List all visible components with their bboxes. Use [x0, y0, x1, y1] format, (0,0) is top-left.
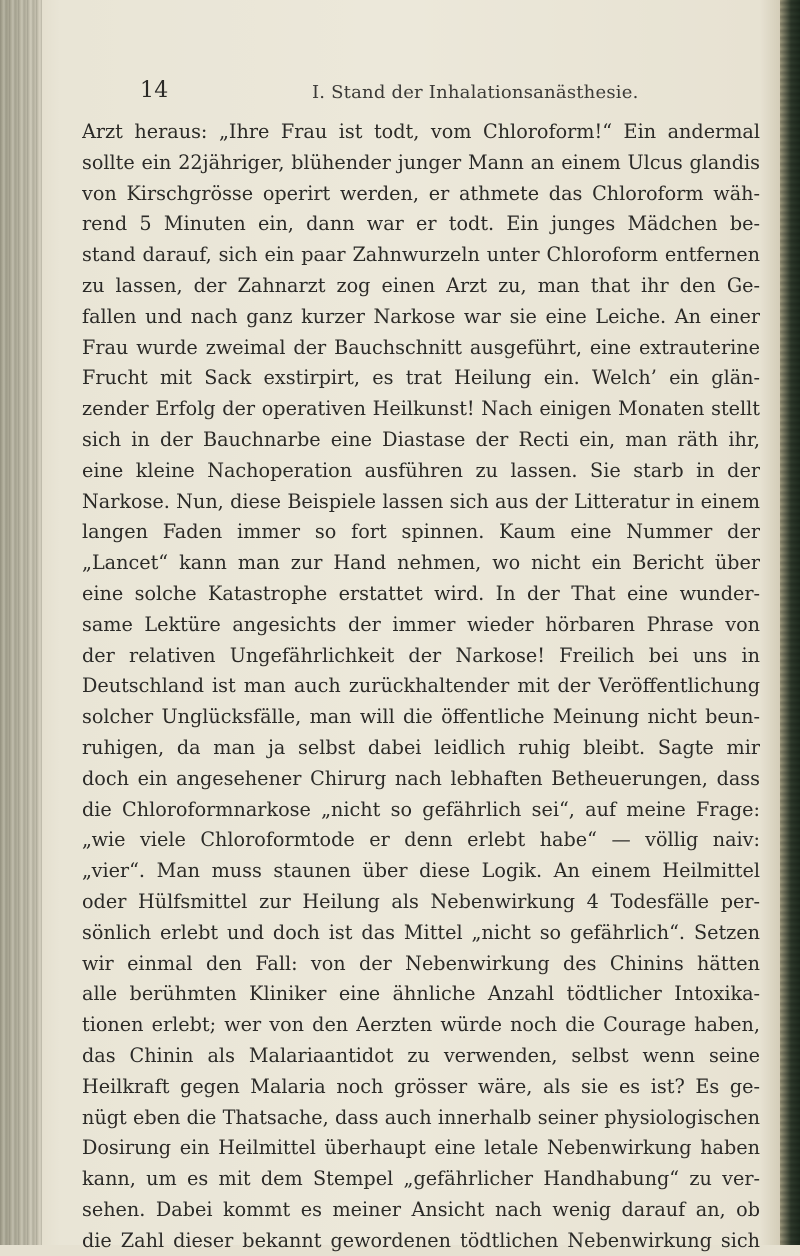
text-line: oder Hülfsmittel zur Heilung als Nebenwirkung 4 Todesfälle per-: [82, 889, 760, 913]
book-binding-left: [0, 0, 42, 1245]
text-line: eine solche Katastrophe erstattet wird. In der That eine wunder-: [82, 581, 760, 605]
text-line: das Chinin als Malariaantidot zu verwenden, selbst wenn seine: [82, 1043, 760, 1067]
text-line: eine kleine Nachoperation ausführen zu lassen. Sie starb in der: [82, 458, 760, 482]
text-line: fallen und nach ganz kurzer Narkose war sie eine Leiche. An einer: [82, 304, 760, 328]
text-line: Heilkraft gegen Malaria noch grösser wäre, als sie es ist? Es ge-: [82, 1074, 760, 1098]
text-line: sehen. Dabei kommt es meiner Ansicht nach wenig darauf an, ob: [82, 1197, 760, 1221]
text-line: stand darauf, sich ein paar Zahnwurzeln unter Chloroform entfernen: [82, 243, 760, 267]
text-line: alle berühmten Kliniker eine ähnliche Anzahl tödtlicher Intoxika-: [82, 982, 760, 1006]
body-text: [82, 117, 760, 1256]
book-edge-right: [780, 0, 800, 1245]
text-line: „vier“. Man muss staunen über diese Logik. An einem Heilmittel: [82, 859, 760, 883]
text-line: Arzt heraus: „Ihre Frau ist todt, vom Chloroform!“ Ein andermal: [82, 120, 760, 143]
text-line: solcher Unglücksfälle, man will die öffentliche Meinung nicht beun-: [82, 705, 760, 729]
text-line: die Zahl dieser bekannt gewordenen tödtlichen Nebenwirkung sich: [82, 1228, 760, 1252]
running-head: I. Stand der Inhalationsanästhesie.: [312, 82, 639, 103]
text-line: zender Erfolg der operativen Heilkunst! Nach einigen Monaten stellt: [82, 397, 760, 421]
page-number: 14: [140, 78, 169, 103]
text-line: die Chloroformnarkose „nicht so gefährlich sei“, auf meine Frage:: [82, 797, 760, 821]
text-line: sönlich erlebt und doch ist das Mittel „nicht so gefährlich“. Setzen: [82, 920, 760, 944]
text-line: doch ein angesehener Chirurg nach lebhaften Betheuerungen, dass: [82, 766, 760, 790]
text-line: von Kirschgrösse operirt werden, er athmete das Chloroform wäh-: [82, 181, 760, 205]
text-line: ruhigen, da man ja selbst dabei leidlich ruhig bleibt. Sagte mir: [82, 735, 760, 759]
text-line: kann, um es mit dem Stempel „gefährlicher Handhabung“ zu ver-: [82, 1167, 760, 1191]
page-header: [82, 78, 762, 110]
text-line: Deutschland ist man auch zurückhaltender mit der Veröffentlichung: [82, 674, 760, 698]
text-line: der relativen Ungefährlichkeit der Narkose! Freilich bei uns in: [82, 643, 760, 667]
text-line: Dosirung ein Heilmittel überhaupt eine letale Nebenwirkung haben: [82, 1136, 760, 1160]
text-line: „wie viele Chloroformtode er denn erlebt habe“ — völlig naiv:: [82, 828, 760, 852]
text-line: sich in der Bauchnarbe eine Diastase der Recti ein, man räth ihr,: [82, 427, 760, 451]
text-line: Narkose. Nun, diese Beispiele lassen sich aus der Litteratur in einem: [82, 489, 760, 513]
text-line: wir einmal den Fall: von der Nebenwirkung des Chinins hätten: [82, 951, 760, 975]
text-line: nügt eben die Thatsache, dass auch innerhalb seiner physiologischen: [82, 1105, 760, 1129]
text-line: Frucht mit Sack exstirpirt, es trat Heilung ein. Welch’ ein glän-: [82, 366, 760, 390]
text-line: sollte ein 22jähriger, blühender junger Mann an einem Ulcus glandis: [82, 150, 760, 174]
text-line: same Lektüre angesichts der immer wieder hörbaren Phrase von: [82, 612, 760, 636]
text-line: „Lancet“ kann man zur Hand nehmen, wo nicht ein Bericht über: [82, 551, 760, 575]
text-line: langen Faden immer so fort spinnen. Kaum eine Nummer der: [82, 520, 760, 544]
text-line: zu lassen, der Zahnarzt zog einen Arzt zu, man that ihr den Ge-: [82, 273, 760, 297]
text-line: tionen erlebt; wer von den Aerzten würde noch die Courage haben,: [82, 1013, 760, 1037]
text-line: rend 5 Minuten ein, dann war er todt. Ein junges Mädchen be-: [82, 212, 760, 236]
text-line: Frau wurde zweimal der Bauchschnitt ausgeführt, eine extrauterine: [82, 335, 760, 359]
